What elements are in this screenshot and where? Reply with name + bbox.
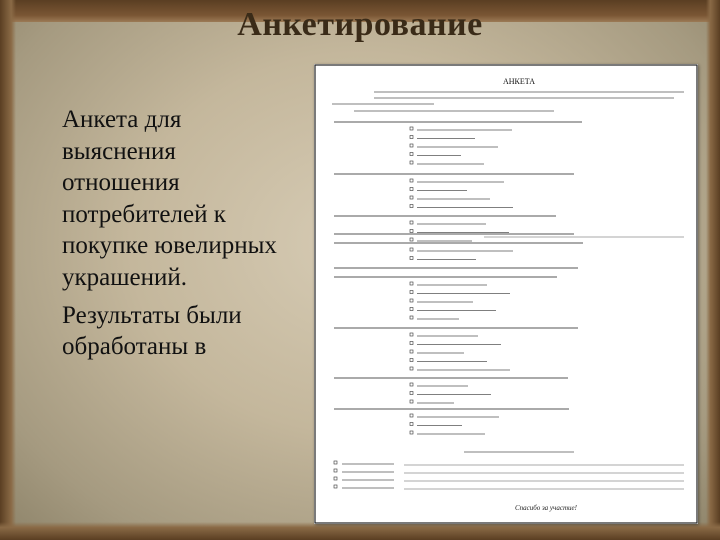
frame-right bbox=[706, 0, 720, 540]
results-paragraph: Результаты были обработаны в bbox=[62, 301, 242, 361]
description-paragraph: Анкета для выяснения отношения потребителей к покупке ювелирных украшений. bbox=[62, 106, 277, 291]
questionnaire-heading: АНКЕТА bbox=[502, 77, 536, 86]
questionnaire-image bbox=[314, 64, 698, 524]
questionnaire-scan bbox=[314, 64, 698, 524]
slide-title: Анкетирование bbox=[237, 6, 483, 43]
left-text-block bbox=[62, 104, 292, 363]
frame-bottom bbox=[0, 522, 720, 540]
questionnaire-footer: Спасибо за участие! bbox=[515, 504, 577, 512]
frame-left bbox=[0, 0, 16, 540]
